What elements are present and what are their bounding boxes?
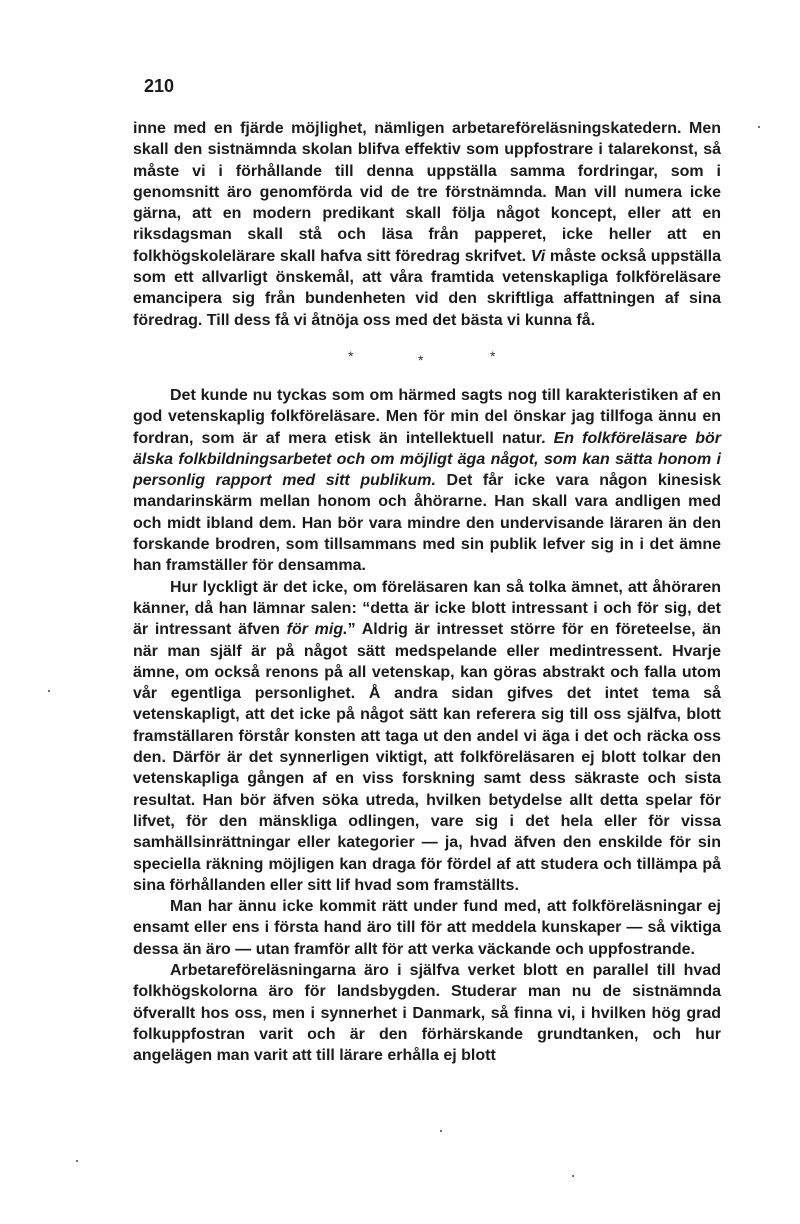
paragraph [133,118,721,331]
paragraph [133,577,721,896]
text-block-main [133,385,721,1067]
text-run: Hur lyckligt är det icke, om föreläsaren kan så tolka ämnet, att åhöraren känner, då han lämnar salen: “detta är icke blott intressant i och för sig, det är intressant äfven [133,578,721,639]
page-number: 210 [144,76,175,96]
text-run: Det kunde nu tyckas som om härmed sagts nog till karakteristiken af en god vetenskaplig folkföreläsare. Men för min del önskar jag tillfoga ännu en fordran, som är af mera etisk än intellektuell natur. [133,387,721,447]
text-run: ” Aldrig är intresset större för en företeelse, än när man själf är på något sätt medspelande eller medintressent. Hvarje ämne, om också renons på all vetenskap, kan göras abstrakt och falla utom vår egentliga personlighet. Å andra sidan gifves det intet tema så vetenskapligt, att det icke på något sätt kan referera sig till oss själfva, blott framställaren förstår konsten att taga ut den andel vi äga i det och räcka oss den. Därför är det synnerligen viktigt, att folkföreläsaren ej blott tolkar den vetenskapliga gången af en viss forskning samt dess säkraste och sista resultat. Han bör äfven söka utreda, hvilken betydelse allt detta spelar för lifvet, för den mänskliga odlingen, vare sig i det hela eller för vissa samhällsinrättningar eller kategorier — ja, hvad äfven den enskilde för sin speciella räkning möjligen kan draga för fördel af att studera och tillämpa på sina förhållanden eller sitt lif hvad som framställts. [133,621,721,894]
paragraph [133,385,721,577]
text-run-italic: En folkföreläsare bör älska folkbildningsarbetet och om möjligt äga något, som kan sätta honom i personlig rapport med sitt publikum. [133,429,721,490]
paragraph [133,960,721,1066]
scan-speck [572,1175,574,1177]
text-block-top [133,118,721,331]
section-divider [0,348,800,368]
text-run: inne med en fjärde möjlighet, nämligen arbetareföreläsningskatedern. Men skall den sistnämnda skolan blifva effektiv som uppfostrare i talarekonst, så måste vi i förhållande till denna uppställa samma fordringar, som i genomsnitt äro genomförda vid de tre förstnämnda. Man vill numera icke gärna, att en modern predikant skall följa något koncept, eller att en riksdagsman skall stå och läsa från papperet, icke heller att en folkhögskolelärare skall hafva sitt föredrag skrifvet. [133,120,721,265]
text-run: måste också uppställa som ett allvarligt önskemål, att våra framtida vetenskapliga folkföreläsare emancipera sig från bundenheten vid den skriftliga affattningen af sina föredrag. Till dess få vi åtnöja oss med det bästa vi kunna få. [133,247,721,329]
text-run: Arbetareföreläsningarna äro i själfva verket blott en parallel till hvad folkhögskolorna äro för landsbygden. Studerar man nu de sistnämnda öfverallt hos oss, men i synnerhet i Danmark, så finna vi, i hvilken hög grad folkuppfostran varit och är den förhärskande grundtanken, och hur angelägen man varit att till lärare erhålla ej blott [133,962,721,1065]
asterisk: * [490,348,496,364]
scan-speck [758,126,760,128]
paragraph [133,896,721,960]
text-run: Det får icke vara någon kinesisk mandarinskärm mellan honom och åhörarne. Han skall vara andligen med och midt ibland dem. Han bör vara mindre den undervisande läraren än den forskande brodren, som tillsammans med sin publik lefver sig in i det ämne han framställer för densamma. [133,472,721,575]
text-run: Man har ännu icke kommit rätt under fund med, att folkföreläsningar ej ensamt eller ens i första hand äro till för att meddela kunskaper — så viktiga dessa än äro — utan framför allt för att verka väckande och uppfostrande. [133,898,721,958]
scan-speck [440,1130,442,1132]
asterisk: * [348,348,354,364]
scan-speck [76,1160,78,1162]
text-run-italic: för mig. [286,621,348,639]
asterisk: * [418,352,424,368]
scan-speck [48,690,50,692]
text-run-italic: Vi [530,247,546,265]
